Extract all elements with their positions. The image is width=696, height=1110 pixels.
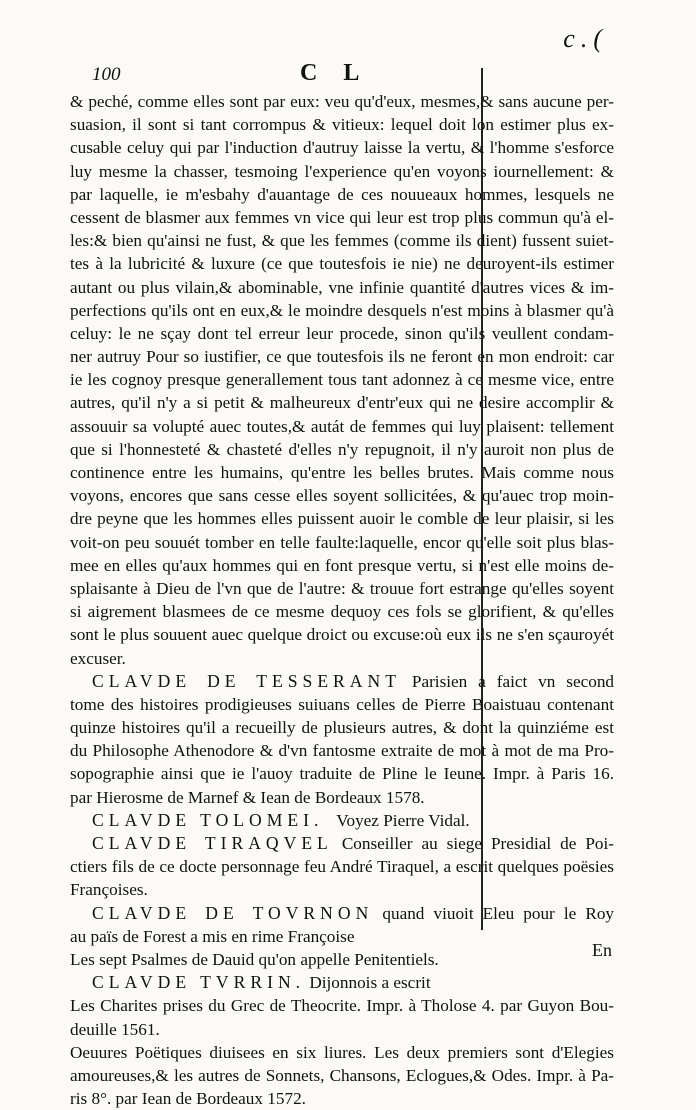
entry-claude-de-tesserant [70, 670, 614, 809]
text-line: excuser. [70, 648, 126, 668]
text-line: luy mesme la chasser, tesmoing l'experience qu'en voyons iournellement: & [70, 161, 614, 181]
text-line: Voyez Pierre Vidal. [336, 810, 470, 830]
entry-claude-tolomei [70, 809, 614, 832]
text-line: mee en elles qu'aux hommes qui en font presque vertu, si n'est elle moins de- [70, 555, 614, 575]
text-line: les:& bien qu'ainsi ne fust, & que les femmes (comme ils dient) fussent suiet- [70, 231, 614, 251]
text-line: sopographie ainsi que ie l'auoy traduite de Pline le Ieune. Impr. à Paris 16. [70, 764, 614, 784]
text-line: Conseiller au siege Presidial de Poi- [341, 834, 614, 853]
author-name: CLAVDE TVRRIN. [92, 972, 306, 993]
text-line: Françoises. [70, 880, 148, 900]
text-line: tome des histoires prodigieuses suiuans celles de Pierre Boaistuau contenant [70, 694, 614, 714]
text-line: assouuir sa volupté auec toutes,& autát de femmes qui luy plaisent: tellement [70, 416, 614, 436]
text-line: Parisien a faict vn second [411, 671, 614, 691]
continuation-paragraph [70, 90, 614, 670]
page-number: 100 [92, 64, 121, 85]
text-line: ris 8°. par Iean de Bordeaux 1572. [70, 1089, 306, 1109]
text-line: voit-on peu souuét tomber en telle faulte:laquelle, encor qu'elle soit plus blas- [70, 532, 614, 552]
signature-mark: C L [300, 60, 370, 86]
text-line: voyons, encores que sans cesse elles soyent sollicitées, & qu'auec trop moin- [70, 486, 614, 506]
text-line: par Hierosme de Marnef & Iean de Bordeaux 1578. [70, 787, 425, 807]
corner-mark: c.( [563, 24, 608, 53]
text-line: autres, qu'il n'y a si petit & malheureux d'entr'eux qui ne desire accomplir & [70, 393, 614, 413]
text-line: sont le plus souuent auec quelque droict ou excuse:où eux ils ne s'en sçauroyét [70, 625, 614, 645]
text-line: Les Charites prises du Grec de Theocrite. Impr. à Tholose 4. par Guyon Bou- [70, 996, 614, 1016]
author-name: CLAVDE TOLOMEI. [92, 809, 324, 830]
text-line: au païs de Forest a mis en rime Françoise [70, 926, 355, 946]
text-line: ctiers fils de ce docte personnage feu André Tiraquel, a escrit quelques poësies [70, 857, 614, 877]
catchword: En [592, 940, 612, 960]
text-line: quand viuoit Eleu pour le Roy [382, 903, 614, 923]
text-line: tes à la lubricité & luxure (ce que toutesfois ie nie) ne deuroyent-ils estimer [70, 254, 614, 274]
text-line: par laquelle, ie m'esbahy d'auantage de ces nouueaux hommes, lesquels ne [70, 184, 614, 204]
entry-claude-tiraquel [70, 832, 614, 902]
text-line: suasion, il sont si tant corrompus & vitieux: lequel doit lon estimer plus ex- [70, 115, 614, 135]
page-text [70, 90, 614, 1110]
text-line: cessent de blasmer aux femmes vn vice qui leur est trop plus commun qu'à el- [70, 207, 614, 227]
running-header [0, 60, 696, 92]
text-line: celuy: le ne sçay dont tel erreur leur procede, sinon qu'ils veullent condam- [70, 323, 614, 343]
text-line: Dijonnois a escrit [309, 973, 431, 993]
text-line: ner autruy Pour so iustifier, ce que toutesfois ils ne feront en mon endroit: car [70, 347, 614, 367]
entry-claude-turrin [70, 971, 614, 1110]
text-line: & peché, comme elles sont par eux: veu qu'd'eux, mesmes,& sans aucune per- [70, 92, 614, 111]
text-line: quinze histoires qu'il a recueilly de plusieurs autres, & dont la quinziéme est [70, 718, 614, 738]
author-name: CLAVDE DE TOVRNON [92, 902, 374, 923]
text-line: ie les cognoy presque generallement tous tant adonnez à ce mesme vice, entre [70, 370, 614, 390]
text-line: perfections qu'ils ont en eux,& le moindre desquels n'est moins à blasmer qu'à [70, 300, 614, 320]
author-name: CLAVDE TIRAQVEL [92, 833, 333, 853]
text-line: dre peyne que les hommes elles puissent auoir le comble de leur plaisir, si les [70, 509, 614, 529]
text-line: continence entre les humains, qu'entre les belles brutes. Mais comme nous [70, 463, 614, 482]
text-line: Oeuures Poëtiques diuisees en six liures. Les deux premiers sont d'Elegies [70, 1042, 614, 1062]
text-line: cusable celuy qui par l'induction d'autruy laisse la vertu, & l'homme s'esforce [70, 138, 614, 158]
author-name: CLAVDE DE TESSERANT [92, 670, 401, 691]
entry-claude-de-tournon [70, 902, 614, 972]
text-line: amoureuses,& les autres de Sonnets, Chansons, Eclogues,& Odes. Impr. à Pa- [70, 1065, 614, 1085]
text-line: du Philosophe Athenodore & d'vn fantosme extraite de mot à mot de ma Pro- [70, 741, 614, 761]
text-line: autant ou plus vilain,& abominable, vne infinie quantité d'autres vices & im- [70, 277, 614, 297]
text-line: Les sept Psalmes de Dauid qu'on appelle Penitentiels. [70, 949, 439, 969]
text-line: deuille 1561. [70, 1019, 160, 1039]
text-line: splaisante à Dieu de l'vn que de l'autre: & trouue fort estrange qu'elles soyent [70, 578, 614, 598]
text-line: que si l'honnesteté & chasteté d'elles n'y repugnoit, il n'y auroit non plus de [70, 439, 614, 459]
text-line: si aigrement blasmees de ce mesme dequoy ces fols se glorifient, & qu'elles [70, 602, 614, 622]
